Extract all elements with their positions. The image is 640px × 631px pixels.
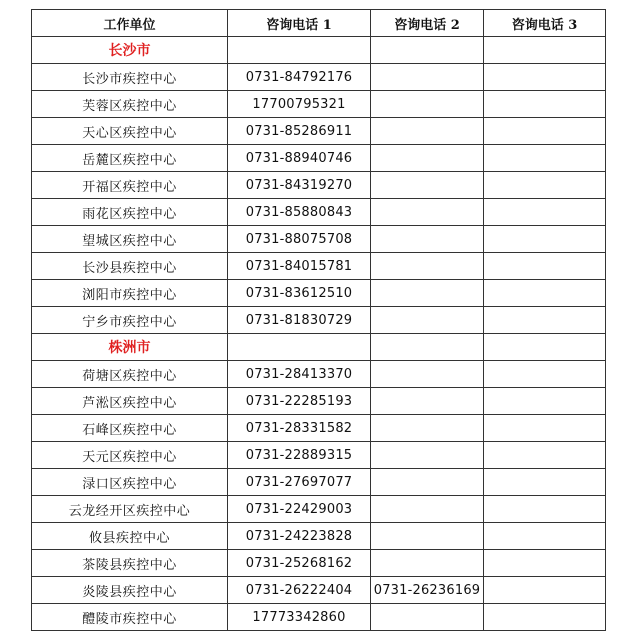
phone-2-cell <box>371 172 484 199</box>
table-row <box>32 172 606 199</box>
table-row <box>32 118 606 145</box>
phone-3-cell <box>484 172 606 199</box>
unit-name: 攸县疾控中心 <box>32 523 228 550</box>
table-row <box>32 64 606 91</box>
contact-table-container <box>31 9 605 631</box>
unit-name: 长沙市疾控中心 <box>32 64 228 91</box>
table-row <box>32 91 606 118</box>
phone-1-cell: 17700795321 <box>228 91 371 118</box>
contact-table <box>31 9 606 631</box>
phone-2-cell: 0731-26236169 <box>371 577 484 604</box>
table-row <box>32 442 606 469</box>
unit-name: 长沙县疾控中心 <box>32 253 228 280</box>
phone-1-cell: 0731-84015781 <box>228 253 371 280</box>
city-group-row <box>32 37 606 64</box>
phone-2-cell <box>371 37 484 64</box>
header-phone-2: 咨询电话 2 <box>371 10 484 37</box>
phone-3-cell <box>484 604 606 631</box>
table-row <box>32 523 606 550</box>
phone-2-cell <box>371 199 484 226</box>
unit-name: 石峰区疾控中心 <box>32 415 228 442</box>
phone-1-cell: 0731-83612510 <box>228 280 371 307</box>
table-row <box>32 199 606 226</box>
table-row <box>32 307 606 334</box>
phone-2-cell <box>371 91 484 118</box>
unit-name: 天元区疾控中心 <box>32 442 228 469</box>
phone-3-cell <box>484 388 606 415</box>
unit-name: 天心区疾控中心 <box>32 118 228 145</box>
phone-2-cell <box>371 388 484 415</box>
table-row <box>32 469 606 496</box>
table-row <box>32 577 606 604</box>
phone-1-cell: 0731-84319270 <box>228 172 371 199</box>
unit-name: 芙蓉区疾控中心 <box>32 91 228 118</box>
phone-1-cell: 0731-22285193 <box>228 388 371 415</box>
phone-3-cell <box>484 469 606 496</box>
phone-2-cell <box>371 253 484 280</box>
unit-name: 望城区疾控中心 <box>32 226 228 253</box>
phone-1-cell: 0731-24223828 <box>228 523 371 550</box>
phone-2-cell <box>371 523 484 550</box>
table-row <box>32 388 606 415</box>
phone-2-cell <box>371 442 484 469</box>
phone-3-cell <box>484 199 606 226</box>
phone-2-cell <box>371 64 484 91</box>
phone-2-cell <box>371 604 484 631</box>
unit-name: 炎陵县疾控中心 <box>32 577 228 604</box>
phone-3-cell <box>484 550 606 577</box>
phone-1-cell: 0731-81830729 <box>228 307 371 334</box>
phone-3-cell <box>484 118 606 145</box>
phone-3-cell <box>484 307 606 334</box>
table-row <box>32 361 606 388</box>
header-phone-3: 咨询电话 3 <box>484 10 606 37</box>
phone-2-cell <box>371 469 484 496</box>
unit-name: 茶陵县疾控中心 <box>32 550 228 577</box>
unit-name: 芦淞区疾控中心 <box>32 388 228 415</box>
unit-name: 荷塘区疾控中心 <box>32 361 228 388</box>
phone-1-cell: 0731-28331582 <box>228 415 371 442</box>
phone-3-cell <box>484 523 606 550</box>
unit-name: 云龙经开区疾控中心 <box>32 496 228 523</box>
table-row <box>32 604 606 631</box>
city-group-row <box>32 334 606 361</box>
phone-3-cell <box>484 496 606 523</box>
phone-2-cell <box>371 361 484 388</box>
phone-2-cell <box>371 496 484 523</box>
phone-3-cell <box>484 334 606 361</box>
table-row <box>32 496 606 523</box>
city-name: 株洲市 <box>32 334 228 361</box>
phone-1-cell: 17773342860 <box>228 604 371 631</box>
phone-1-cell: 0731-22429003 <box>228 496 371 523</box>
table-row <box>32 226 606 253</box>
unit-name: 雨花区疾控中心 <box>32 199 228 226</box>
phone-3-cell <box>484 577 606 604</box>
phone-3-cell <box>484 226 606 253</box>
header-row <box>32 10 606 37</box>
phone-1-cell <box>228 37 371 64</box>
unit-name: 醴陵市疾控中心 <box>32 604 228 631</box>
table-row <box>32 280 606 307</box>
phone-2-cell <box>371 307 484 334</box>
phone-2-cell <box>371 118 484 145</box>
phone-1-cell: 0731-28413370 <box>228 361 371 388</box>
phone-2-cell <box>371 226 484 253</box>
phone-1-cell: 0731-85286911 <box>228 118 371 145</box>
phone-3-cell <box>484 64 606 91</box>
phone-1-cell: 0731-85880843 <box>228 199 371 226</box>
phone-1-cell: 0731-88940746 <box>228 145 371 172</box>
phone-2-cell <box>371 280 484 307</box>
unit-name: 开福区疾控中心 <box>32 172 228 199</box>
phone-3-cell <box>484 442 606 469</box>
phone-2-cell <box>371 334 484 361</box>
phone-3-cell <box>484 253 606 280</box>
unit-name: 渌口区疾控中心 <box>32 469 228 496</box>
city-name: 长沙市 <box>32 37 228 64</box>
unit-name: 浏阳市疾控中心 <box>32 280 228 307</box>
table-header <box>32 10 606 37</box>
phone-2-cell <box>371 550 484 577</box>
phone-1-cell <box>228 334 371 361</box>
table-row <box>32 145 606 172</box>
phone-3-cell <box>484 91 606 118</box>
phone-2-cell <box>371 145 484 172</box>
phone-3-cell <box>484 37 606 64</box>
phone-3-cell <box>484 361 606 388</box>
header-phone-1: 咨询电话 1 <box>228 10 371 37</box>
table-row <box>32 550 606 577</box>
phone-1-cell: 0731-88075708 <box>228 226 371 253</box>
unit-name: 宁乡市疾控中心 <box>32 307 228 334</box>
phone-1-cell: 0731-22889315 <box>228 442 371 469</box>
phone-3-cell <box>484 415 606 442</box>
phone-2-cell <box>371 415 484 442</box>
phone-1-cell: 0731-27697077 <box>228 469 371 496</box>
phone-3-cell <box>484 280 606 307</box>
unit-name: 岳麓区疾控中心 <box>32 145 228 172</box>
phone-3-cell <box>484 145 606 172</box>
phone-1-cell: 0731-25268162 <box>228 550 371 577</box>
phone-1-cell: 0731-84792176 <box>228 64 371 91</box>
table-body <box>32 37 606 631</box>
table-row <box>32 253 606 280</box>
table-row <box>32 415 606 442</box>
phone-1-cell: 0731-26222404 <box>228 577 371 604</box>
header-unit: 工作单位 <box>32 10 228 37</box>
